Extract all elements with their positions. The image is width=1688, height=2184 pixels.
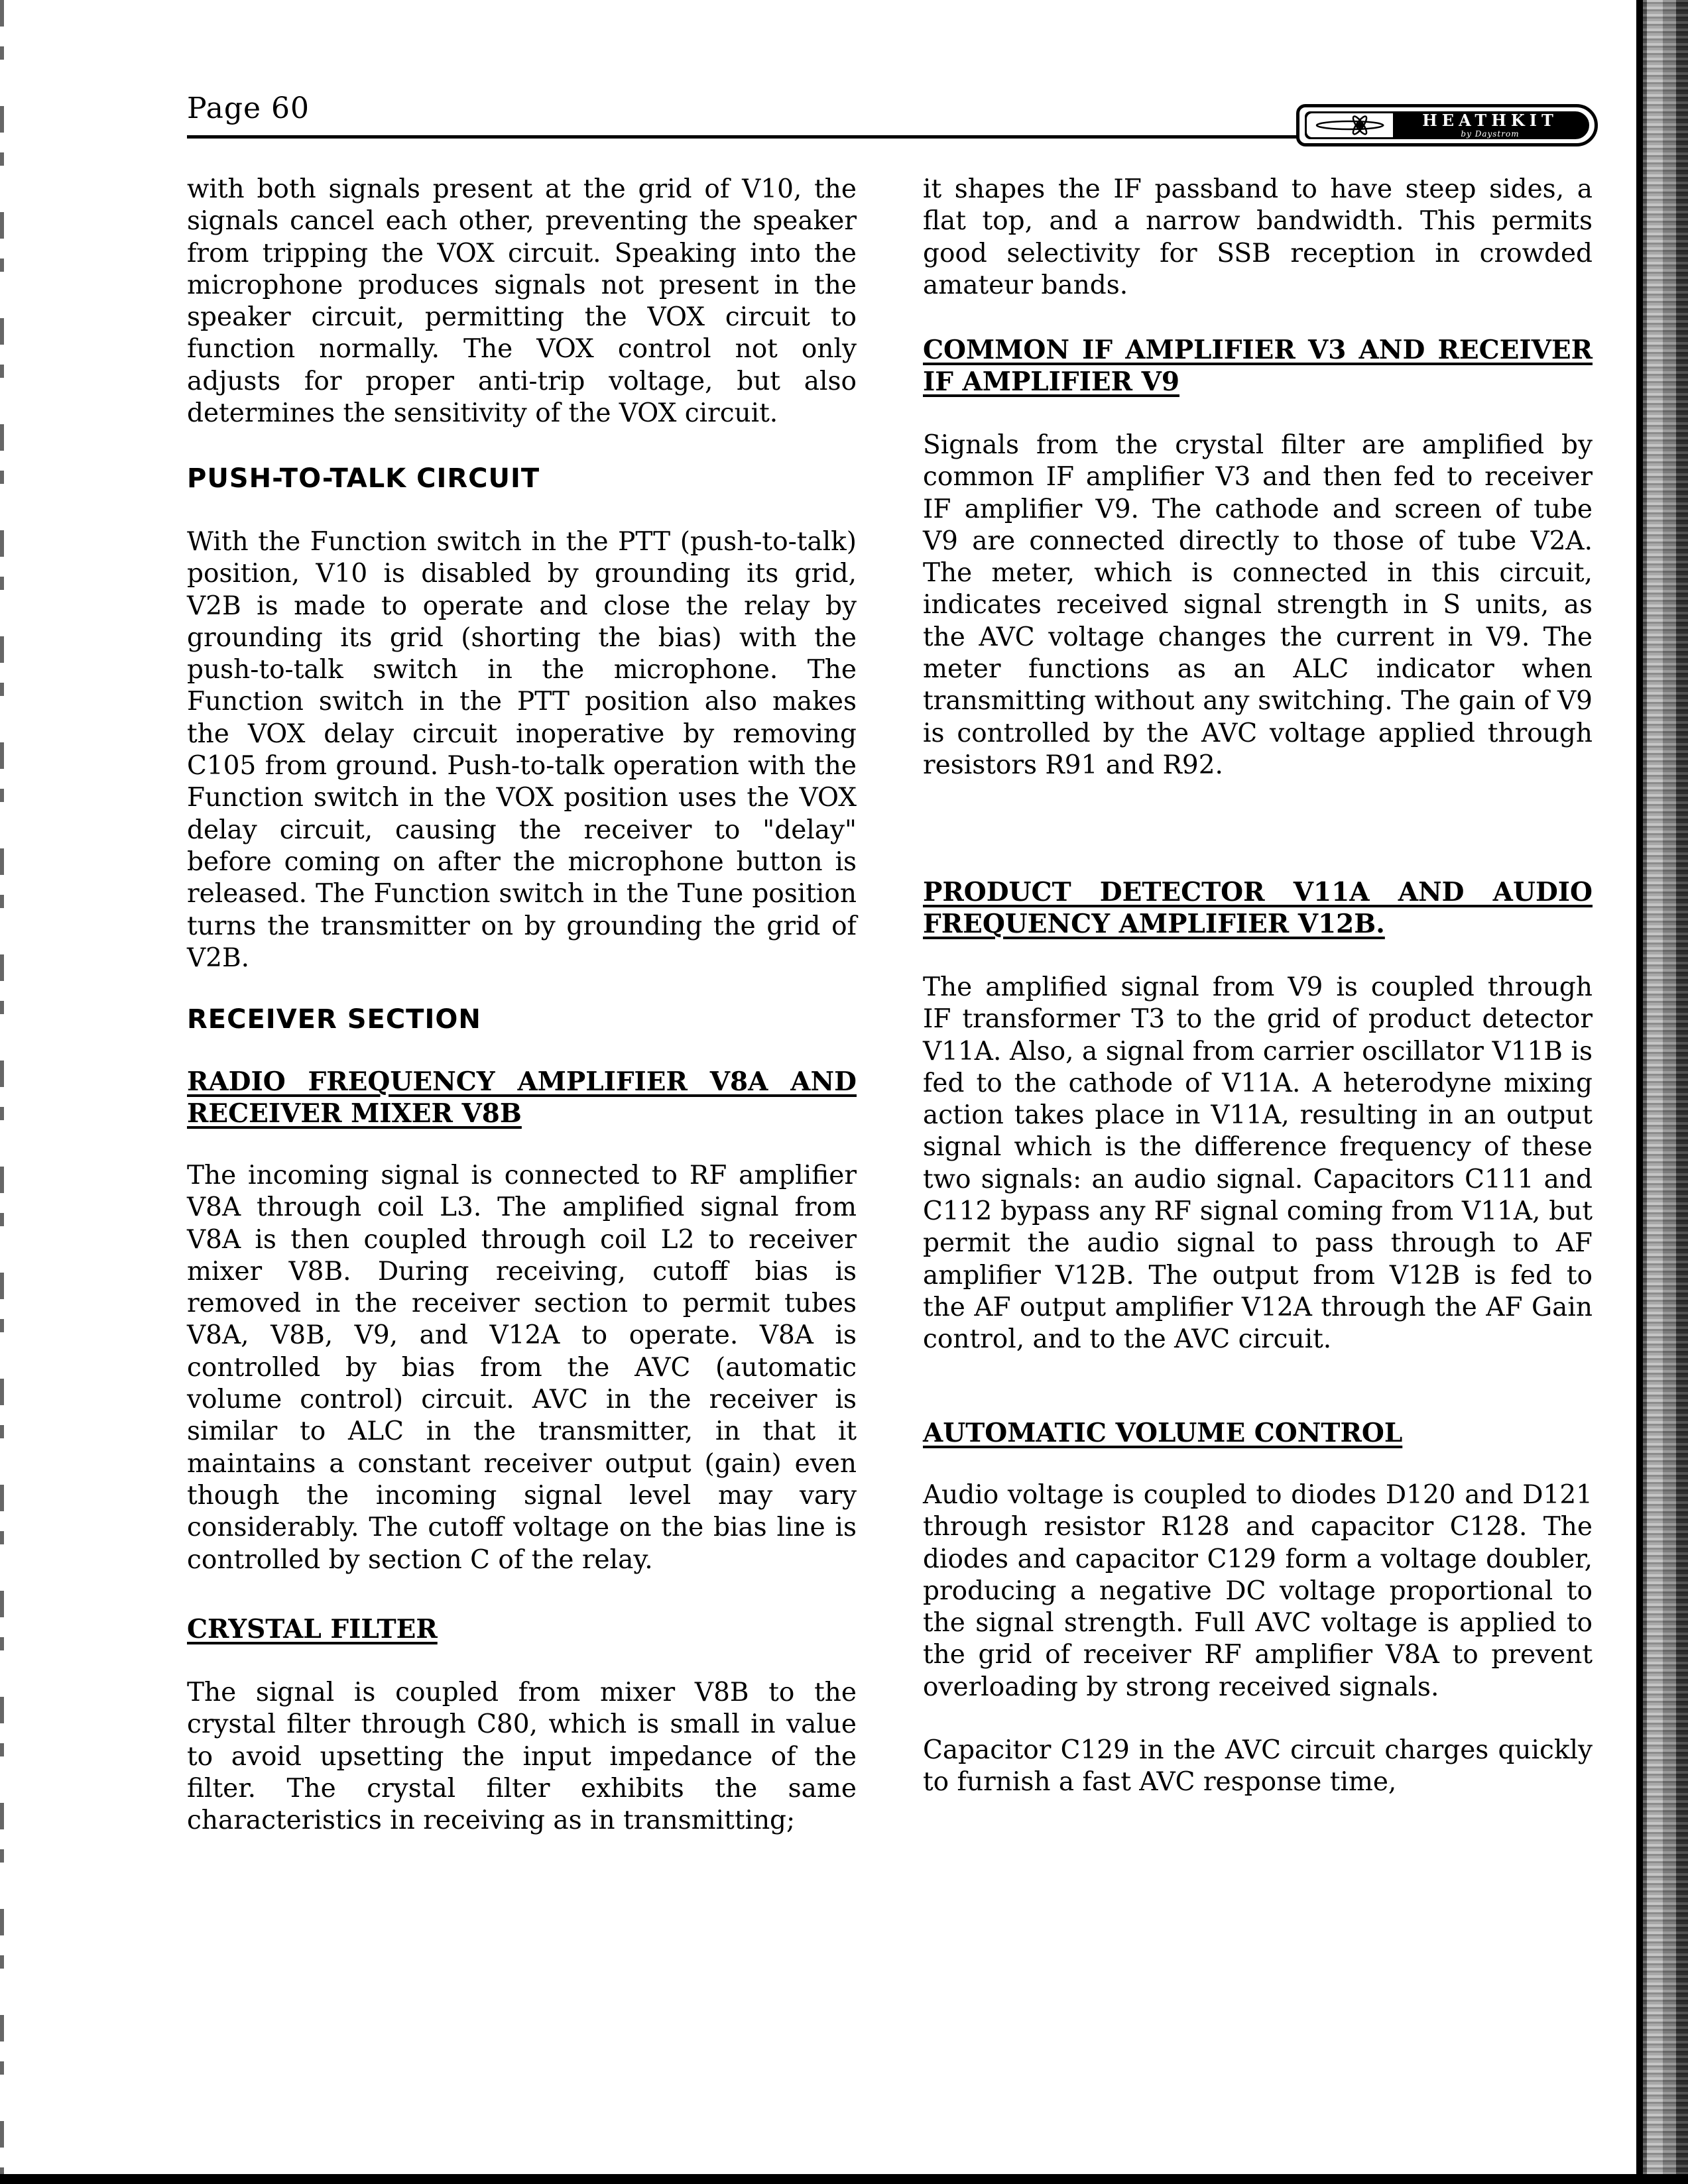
scan-left-edge — [0, 0, 4, 2184]
rf-amplifier-body — [187, 1160, 857, 1576]
scan-binding-edge — [1636, 0, 1688, 2184]
rf-amplifier-heading — [187, 1066, 857, 1130]
crystal-filter-heading-text: CRYSTAL FILTER — [187, 1614, 438, 1644]
push-to-talk-body — [187, 526, 857, 974]
common-if-heading — [923, 334, 1593, 398]
avc-section — [923, 1417, 1593, 1449]
product-detector-paragraph: The amplified signal from V9 is coupled through IF transformer T3 to the grid of product detector V11A. Also, a signal from carrier oscillator V11B is fed to the cathode of V11A. A heterodyne mixing action takes place in V11A, resulting in an output signal which is the difference frequency of these two signals: an audio signal. Capacitors C111 and C112 bypass any RF signal coming from V11A, but permit the audio signal to pass through to AF amplifier V12B. The output from V12B is fed to the AF output amplifier V12A through the AF Gain control, and to the AVC circuit. — [923, 972, 1593, 1355]
avc-heading — [923, 1417, 1593, 1449]
logo-subtitle: by Daystrom — [1461, 129, 1520, 139]
logo-brand: HEATHKIT — [1422, 111, 1558, 130]
product-detector-heading-text: PRODUCT DETECTOR V11A AND AUDIO FREQUENCY AMPLIFIER V12B. — [923, 877, 1593, 940]
receiver-section-heading: RECEIVER SECTION — [187, 1004, 481, 1035]
continuation-block — [923, 174, 1593, 302]
continuation-paragraph: it shapes the IF passband to have steep sides, a flat top, and a narrow bandwidth. This permits good selectivity for SSB reception in crowded amateur bands. — [923, 174, 1593, 300]
scan-bottom-edge — [0, 2174, 1688, 2184]
rf-amplifier-paragraph: The incoming signal is connected to RF amplifier V8A through coil L3. The amplified signal from V8A is then coupled through coil L2 to receiver mixer V8B. During receiving, cutoff bias is removed in the receiver section to permit tubes V8A, V8B, V9, and V12A to operate. V8A is controlled by bias from the AVC (automatic volume control) circuit. AVC in the receiver is similar to ALC in the transmitter, in that it maintains a constant receiver output (gain) even though the incoming signal level may vary considerably. The cutoff voltage on the bias line is controlled by section C of the relay. — [187, 1161, 857, 1575]
product-detector-heading — [923, 876, 1593, 941]
crystal-filter-body — [187, 1677, 857, 1837]
common-if-section — [923, 334, 1593, 398]
page-number: Page 60 — [187, 91, 310, 125]
avc-paragraph-1: Audio voltage is coupled to diodes D120 and D121 through resistor R128 and capacitor C128. The diodes and capacitor C129 form a voltage doubler, producing a negative DC voltage proportional to the signal strength. Full AVC voltage is applied to the grid of receiver RF amplifier V8A to prevent overloading by strong received signals. — [923, 1480, 1593, 1702]
crystal-filter-section — [187, 1613, 857, 1645]
atom-icon — [1307, 113, 1393, 137]
common-if-heading-text: COMMON IF AMPLIFIER V3 AND RECEIVER IF AMPLIFIER V9 — [923, 335, 1593, 398]
avc-paragraph-2: Capacitor C129 in the AVC circuit charges quickly to furnish a fast AVC response time, — [923, 1735, 1593, 1798]
avc-heading-text: AUTOMATIC VOLUME CONTROL — [923, 1418, 1403, 1448]
intro-block — [187, 174, 857, 430]
product-detector-body — [923, 972, 1593, 1356]
push-to-talk-section — [187, 463, 857, 494]
common-if-paragraph: Signals from the crystal filter are amplified by common IF amplifier V3 and then fed to receiver IF amplifier V9. The cathode and screen of tube V9 are connected directly to those of tube V2A. The meter, which is connected in this circuit, indicates received signal strength in S units, as the AVC voltage changes the current in V9. The meter functions as an ALC indicator when transmitting without any switching. The gain of V9 is controlled by the AVC voltage applied through resistors R91 and R92. — [923, 430, 1593, 780]
avc-body-1 — [923, 1479, 1593, 1703]
logo-text — [1393, 113, 1587, 138]
product-detector-section — [923, 876, 1593, 941]
receiver-section — [187, 1004, 857, 1035]
push-to-talk-heading: PUSH-TO-TALK CIRCUIT — [187, 463, 540, 494]
common-if-body — [923, 430, 1593, 781]
logo-badge — [1305, 111, 1589, 139]
header-rule — [187, 135, 1301, 139]
push-to-talk-paragraph: With the Function switch in the PTT (push-to-talk) position, V10 is disabled by grounding its grid, V2B is made to operate and close the relay by grounding its grid (shorting the bias) with the push-to-talk switch in the microphone. The Function switch in the PTT position also makes the VOX delay circuit inoperative by removing C105 from ground. Push-to-talk operation with the Function switch in the VOX position uses the VOX delay circuit, causing the receiver to "delay" before coming on after the microphone button is released. The Function switch in the Tune position turns the transmitter on by grounding the grid of V2B. — [187, 527, 857, 973]
rf-amplifier-section — [187, 1066, 857, 1130]
avc-body-2 — [923, 1735, 1593, 1799]
intro-paragraph: with both signals present at the grid of V10, the signals cancel each other, preventing the speaker from tripping the VOX circuit. Speaking into the microphone produces signals not present in the speaker circuit, permitting the VOX circuit to function normally. The VOX control not only adjusts for proper anti-trip voltage, but also determines the sensitivity of the VOX circuit. — [187, 174, 857, 429]
rf-amplifier-heading-text: RADIO FREQUENCY AMPLIFIER V8A AND RECEIVER MIXER V8B — [187, 1066, 857, 1129]
crystal-filter-heading — [187, 1613, 857, 1645]
heathkit-logo — [1296, 104, 1598, 146]
crystal-filter-paragraph: The signal is coupled from mixer V8B to the crystal filter through C80, which is small in value to avoid upsetting the input impedance of the filter. The crystal filter exhibits the same characteristics in receiving as in transmitting; — [187, 1678, 857, 1836]
